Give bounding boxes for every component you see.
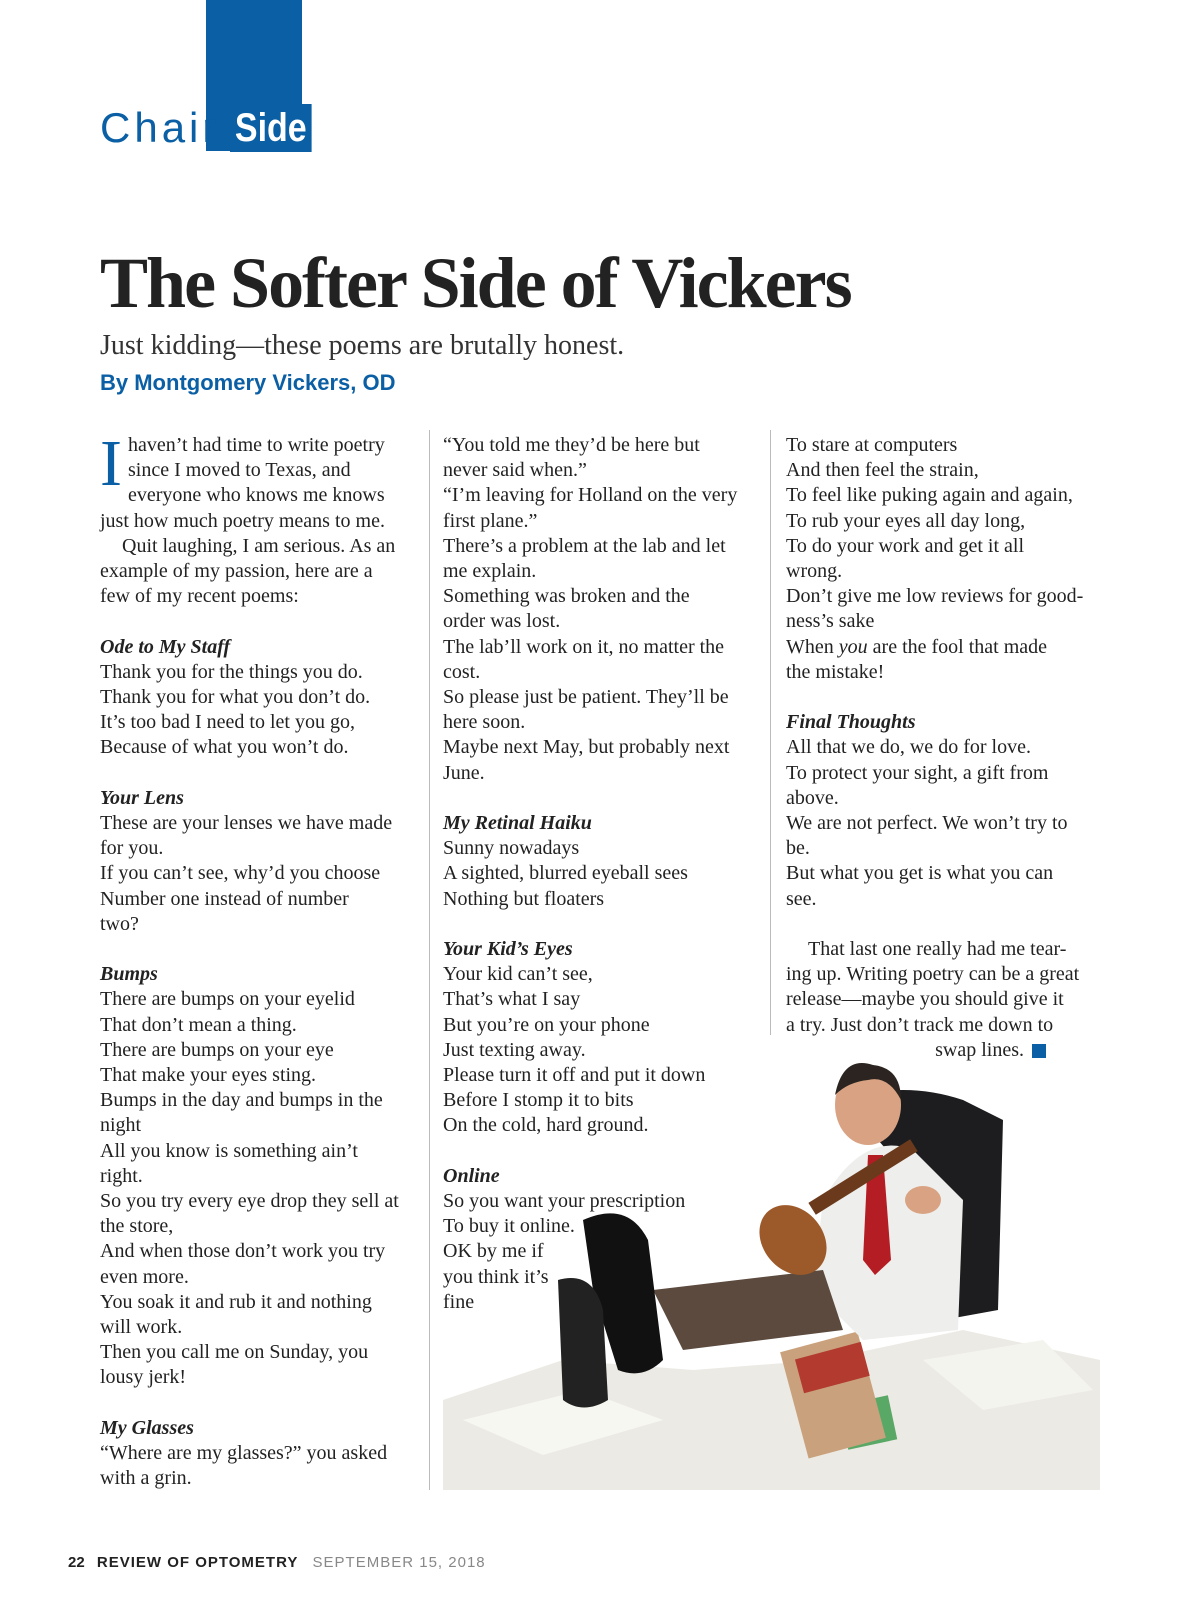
poem-line: right.	[100, 1164, 143, 1187]
poem-line: On the cold, hard ground.	[443, 1114, 649, 1137]
poem-line: the mistake!	[786, 660, 885, 683]
poem-line: So please just be patient. They’ll be	[443, 686, 729, 709]
text-line: That last one really had me tear-	[808, 938, 1067, 961]
poem-title: Bumps	[100, 963, 158, 986]
text-fragment: are the fool that made	[867, 635, 1048, 658]
poem-line: with a grin.	[100, 1467, 192, 1490]
poem-title: Your Lens	[100, 786, 184, 809]
intro-paragraph	[100, 427, 418, 534]
poem-line: It’s too bad I need to let you go,	[100, 711, 355, 734]
column-3	[786, 433, 1104, 1063]
poem-line: even more.	[100, 1265, 189, 1288]
poem-line: Something was broken and the	[443, 585, 690, 608]
poem-line: But you’re on your phone	[443, 1013, 650, 1036]
poem-line: night	[100, 1114, 142, 1137]
poem-line: above.	[786, 786, 839, 809]
author-photo	[443, 1060, 1100, 1490]
text-line: example of my passion, here are a	[100, 560, 373, 583]
poem-line: first plane.”	[443, 509, 538, 532]
poem-line: Then you call me on Sunday, you	[100, 1341, 369, 1364]
poem-line: If you can’t see, why’d you choose	[100, 862, 381, 885]
poem-line: To buy it online.	[443, 1215, 575, 1238]
poem-line: “You told me they’d be here but	[443, 434, 700, 456]
poem-line: “Where are my glasses?” you asked	[100, 1442, 388, 1465]
brand-chair: Chair	[100, 104, 221, 151]
poem-line: The lab’ll work on it, no matter the	[443, 635, 725, 658]
text-line: since I moved to Texas, and	[128, 459, 351, 482]
poem-line: We are not perfect. We won’t try to	[786, 812, 1068, 835]
poem-line: To protect your sight, a gift from	[786, 761, 1049, 784]
text-line: release—maybe you should give it	[786, 988, 1064, 1011]
poem-line: To stare at computers	[786, 434, 958, 456]
poem-line: To do your work and get it all	[786, 534, 1024, 557]
poem-line: Number one instead of number	[100, 887, 349, 910]
brand-side: Side	[230, 104, 312, 152]
poem-line: That’s what I say	[443, 988, 581, 1011]
poem-line: All you know is something ain’t	[100, 1139, 358, 1162]
poem-line: order was lost.	[443, 610, 561, 633]
text-line: few of my recent poems:	[100, 585, 299, 608]
poem-line: Thank you for the things you do.	[100, 660, 363, 683]
poem-line: you think it’s	[443, 1265, 549, 1288]
text-line: ing up. Writing poetry can be a great	[786, 963, 1080, 986]
poem-line: You soak it and rub it and nothing	[100, 1290, 372, 1313]
article-title: The Softer Side of Vickers	[100, 243, 851, 323]
poem-line: two?	[100, 912, 139, 935]
emphasis: you	[838, 635, 868, 658]
poem-line: There’s a problem at the lab and let	[443, 534, 726, 557]
article-subtitle: Just kidding—these poems are brutally honest.	[100, 330, 625, 361]
poem-line: There are bumps on your eye	[100, 1038, 334, 1061]
poem-title: Online	[443, 1164, 500, 1187]
column-rule	[770, 430, 771, 1035]
column-1	[100, 427, 418, 1491]
poem-line: Before I stomp it to bits	[443, 1089, 634, 1112]
text-line: just how much poetry means to me.	[100, 509, 385, 532]
poem-line: me explain.	[443, 560, 537, 583]
text-line: Quit laughing, I am serious. As an	[122, 534, 396, 557]
poem-line: June.	[443, 761, 485, 784]
poem-line: will work.	[100, 1316, 183, 1339]
page-number: 22	[68, 1554, 85, 1571]
poem-line: And then feel the strain,	[786, 459, 979, 482]
poem-line: Sunny nowadays	[443, 837, 580, 860]
text-line: haven’t had time to write poetry	[128, 434, 385, 456]
poem-line: lousy jerk!	[100, 1366, 187, 1389]
poem-line: To rub your eyes all day long,	[786, 509, 1026, 532]
poem-line: wrong.	[786, 560, 843, 583]
end-mark-icon	[1032, 1044, 1046, 1058]
poem-title: Ode to My Staff	[100, 635, 231, 658]
poem-line: OK by me if	[443, 1240, 544, 1263]
drop-cap: I	[100, 427, 122, 500]
poem-line: So you want your prescription	[443, 1190, 686, 1213]
closing-last: swap lines.	[935, 1038, 1024, 1061]
poem-line	[786, 635, 1104, 660]
text-line: everyone who knows me knows	[128, 484, 385, 507]
byline: By Montgomery Vickers, OD	[100, 370, 396, 395]
poem-line: here soon.	[443, 711, 526, 734]
poem-line: So you try every eye drop they sell at	[100, 1190, 399, 1213]
poem-line: And when those don’t work you try	[100, 1240, 386, 1263]
poem-line: Just texting away.	[443, 1038, 586, 1061]
poem-line: All that we do, we do for love.	[786, 736, 1031, 759]
poem-line: cost.	[443, 660, 481, 683]
poem-line: But what you get is what you can	[786, 862, 1054, 885]
poem-line: To feel like puking again and again,	[786, 484, 1073, 507]
poem-line: fine	[443, 1290, 475, 1313]
poem-title: Final Thoughts	[786, 711, 916, 734]
poem-line: “I’m leaving for Holland on the very	[443, 484, 738, 507]
poem-line: see.	[786, 887, 817, 910]
poem-line: That make your eyes sting.	[100, 1064, 317, 1087]
poem-line: the store,	[100, 1215, 174, 1238]
poem-line: be.	[786, 837, 810, 860]
magazine-name: REVIEW OF OPTOMETRY	[96, 1554, 299, 1571]
page-footer	[68, 1554, 486, 1571]
poem-line: Thank you for what you don’t do.	[100, 686, 371, 709]
poem-line: Nothing but floaters	[443, 887, 605, 910]
issue-date: SEPTEMBER 15, 2018	[312, 1554, 486, 1571]
poem-line: Please turn it off and put it down	[443, 1064, 706, 1087]
poem-line: never said when.”	[443, 459, 587, 482]
poem-line: Don’t give me low reviews for good-	[786, 585, 1084, 608]
poem-title: Your Kid’s Eyes	[443, 938, 573, 961]
poem-line: Maybe next May, but probably next	[443, 736, 730, 759]
poem-line: Because of what you won’t do.	[100, 736, 349, 759]
poem-line: ness’s sake	[786, 610, 875, 633]
poem-line: That don’t mean a thing.	[100, 1013, 297, 1036]
column-rule	[429, 430, 430, 1490]
poem-line: These are your lenses we have made	[100, 812, 393, 835]
poem-title: My Retinal Haiku	[443, 812, 592, 835]
poem-line: A sighted, blurred eyeball sees	[443, 862, 688, 885]
poem-title: My Glasses	[100, 1416, 194, 1439]
poem-line: Bumps in the day and bumps in the	[100, 1089, 383, 1112]
poem-line: There are bumps on your eyelid	[100, 988, 355, 1011]
section-brand	[100, 104, 326, 152]
poem-line: Your kid can’t see,	[443, 963, 593, 986]
text-line: a try. Just don’t track me down to	[786, 1013, 1054, 1036]
text-fragment: When	[786, 635, 839, 658]
poem-line: for you.	[100, 837, 164, 860]
